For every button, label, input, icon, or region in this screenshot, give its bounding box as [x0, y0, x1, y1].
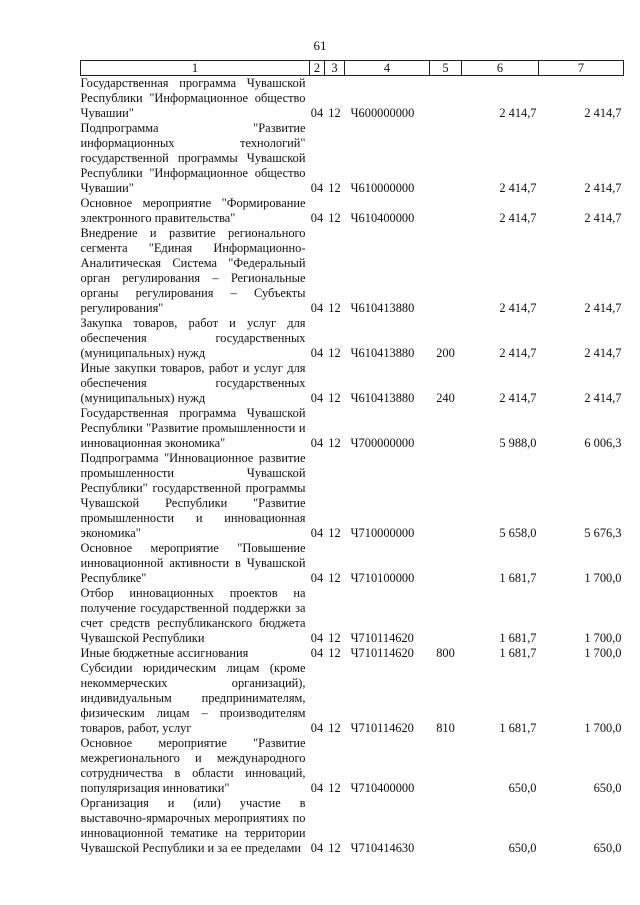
- row-csr: Ч610413880: [350, 301, 415, 315]
- row-name: Иные бюджетные ассигнования: [80, 646, 249, 660]
- row-value-1: 2 414,7: [499, 181, 537, 195]
- row-rz: 04: [310, 391, 324, 405]
- row-rz: 04: [310, 781, 324, 795]
- row-value-2: 2 414,7: [584, 181, 622, 195]
- row-value-2: 1 700,0: [584, 721, 622, 735]
- row-name: Субсидии юридическим лицам (кроме некоммерческих организаций), индивидуальным предпринимателям, физическим лицам – производителям товаров, работ, услуг: [80, 661, 306, 735]
- row-rz: 04: [310, 211, 324, 225]
- row-value-2: 650,0: [593, 841, 622, 855]
- table-row: [81, 451, 624, 541]
- row-name: Организация и (или) участие в выставочно-ярмарочных мероприятиях по инновационной тематике на территории Чувашской Республики и за ее пределами: [80, 796, 306, 855]
- row-pr: 12: [328, 721, 341, 735]
- row-value-2: 2 414,7: [584, 346, 622, 360]
- row-value-2: 2 414,7: [584, 211, 622, 225]
- row-name: Подпрограмма "Развитие информационных технологий" государственной программы Чувашской Республики "Информационное общество Чувашии": [80, 121, 306, 195]
- header-col-5: 5: [430, 61, 462, 76]
- table-row: [81, 361, 624, 406]
- row-name: Государственная программа Чувашской Республики "Информационное общество Чувашии": [80, 76, 306, 120]
- row-pr: 12: [328, 631, 341, 645]
- table-header: [81, 61, 624, 76]
- row-pr: 12: [328, 781, 341, 795]
- row-rz: 04: [310, 526, 324, 540]
- table-body: [81, 76, 624, 857]
- row-csr: Ч610413880: [350, 391, 415, 405]
- row-pr: 12: [328, 646, 341, 660]
- row-csr: Ч710400000: [350, 781, 415, 795]
- row-csr: Ч710114620: [350, 646, 414, 660]
- header-col-7: 7: [539, 61, 624, 76]
- header-row: [81, 61, 624, 76]
- table-row: [81, 541, 624, 586]
- row-vr: [430, 796, 462, 856]
- row-value-2: 2 414,7: [584, 106, 622, 120]
- row-vr: 810: [436, 721, 455, 735]
- row-value-1: 1 681,7: [499, 631, 537, 645]
- row-csr: Ч610413880: [350, 346, 415, 360]
- row-value-1: 2 414,7: [499, 346, 537, 360]
- row-vr: 240: [436, 391, 455, 405]
- budget-table: [80, 60, 624, 856]
- row-pr: 12: [328, 841, 341, 855]
- row-rz: 04: [310, 436, 324, 450]
- row-vr: [430, 76, 462, 122]
- row-value-2: 5 676,3: [584, 526, 622, 540]
- row-vr: [430, 586, 462, 646]
- table-row: [81, 646, 624, 661]
- table-row: [81, 226, 624, 316]
- table-row: [81, 586, 624, 646]
- row-csr: Ч700000000: [350, 436, 415, 450]
- table-row: [81, 76, 624, 122]
- table-row: [81, 196, 624, 226]
- row-pr: 12: [328, 526, 341, 540]
- row-value-2: 1 700,0: [584, 571, 622, 585]
- row-name: Основное мероприятие "Формирование электронного правительства": [80, 196, 306, 225]
- table-row: [81, 796, 624, 856]
- row-value-2: 1 700,0: [584, 646, 622, 660]
- row-name: Иные закупки товаров, работ и услуг для обеспечения государственных (муниципальных) нужд: [80, 361, 306, 405]
- row-pr: 12: [328, 436, 341, 450]
- header-col-2: 2: [310, 61, 325, 76]
- row-vr: [430, 736, 462, 796]
- row-rz: 04: [310, 346, 324, 360]
- row-value-1: 1 681,7: [499, 646, 537, 660]
- page-number: 61: [313, 38, 327, 53]
- row-value-1: 5 988,0: [499, 436, 537, 450]
- row-rz: 04: [310, 301, 324, 315]
- row-vr: 200: [436, 346, 455, 360]
- row-csr: Ч710414630: [350, 841, 415, 855]
- row-name: Основное мероприятие "Развитие межрегионального и международного сотрудничества в области инноваций, популяризация инноватики": [80, 736, 306, 795]
- row-pr: 12: [328, 181, 341, 195]
- row-value-1: 2 414,7: [499, 211, 537, 225]
- row-vr: [430, 196, 462, 226]
- header-col-6: 6: [462, 61, 539, 76]
- row-rz: 04: [310, 181, 324, 195]
- row-vr: [430, 226, 462, 316]
- row-value-1: 650,0: [508, 841, 537, 855]
- row-pr: 12: [328, 106, 341, 120]
- row-csr: Ч710000000: [350, 526, 415, 540]
- header-col-3: 3: [325, 61, 345, 76]
- row-pr: 12: [328, 391, 341, 405]
- row-rz: 04: [310, 631, 324, 645]
- row-value-1: 1 681,7: [499, 571, 537, 585]
- row-value-1: 2 414,7: [499, 301, 537, 315]
- row-rz: 04: [310, 106, 324, 120]
- row-name: Внедрение и развитие регионального сегмента "Единая Информационно-Аналитическая Система "Федеральный орган регулирования – Региональные органы регулирования – Субъекты регулирования": [80, 226, 306, 315]
- table-row: [81, 316, 624, 361]
- row-pr: 12: [328, 211, 341, 225]
- row-name: Закупка товаров, работ и услуг для обеспечения государственных (муниципальных) нужд: [80, 316, 306, 360]
- table-row: [81, 736, 624, 796]
- header-col-1: 1: [81, 61, 310, 76]
- row-value-2: 2 414,7: [584, 301, 622, 315]
- row-value-1: 2 414,7: [499, 391, 537, 405]
- row-value-1: 1 681,7: [499, 721, 537, 735]
- row-value-1: 2 414,7: [499, 106, 537, 120]
- row-csr: Ч600000000: [350, 106, 415, 120]
- row-value-2: 2 414,7: [584, 391, 622, 405]
- row-rz: 04: [310, 841, 324, 855]
- row-pr: 12: [328, 346, 341, 360]
- row-value-1: 5 658,0: [499, 526, 537, 540]
- row-rz: 04: [310, 571, 324, 585]
- row-value-2: 650,0: [593, 781, 622, 795]
- row-vr: [430, 121, 462, 196]
- row-value-1: 650,0: [508, 781, 537, 795]
- table-row: [81, 406, 624, 451]
- row-rz: 04: [310, 721, 324, 735]
- row-vr: [430, 451, 462, 541]
- row-name: Основное мероприятие "Повышение инновационной активности в Чувашской Республике": [80, 541, 306, 585]
- row-pr: 12: [328, 301, 341, 315]
- row-name: Государственная программа Чувашской Республики "Развитие промышленности и инновационная экономика": [80, 406, 306, 450]
- row-vr: [430, 406, 462, 451]
- row-value-2: 6 006,3: [584, 436, 622, 450]
- row-vr: 800: [436, 646, 455, 660]
- header-col-4: 4: [345, 61, 430, 76]
- row-rz: 04: [310, 646, 324, 660]
- row-csr: Ч710114620: [350, 631, 414, 645]
- row-vr: [430, 541, 462, 586]
- row-value-2: 1 700,0: [584, 631, 622, 645]
- row-csr: Ч710100000: [350, 571, 415, 585]
- row-csr: Ч710114620: [350, 721, 414, 735]
- table-row: [81, 121, 624, 196]
- row-pr: 12: [328, 571, 341, 585]
- row-name: Подпрограмма "Инновационное развитие промышленности Чувашской Республики" государственной программы Чувашской Республики "Развитие промышленности и инновационная экономика": [80, 451, 306, 540]
- row-csr: Ч610000000: [350, 181, 415, 195]
- table-row: [81, 661, 624, 736]
- row-name: Отбор инновационных проектов на получение государственной поддержки за счет средств республиканского бюджета Чувашской Республики: [80, 586, 306, 645]
- row-csr: Ч610400000: [350, 211, 415, 225]
